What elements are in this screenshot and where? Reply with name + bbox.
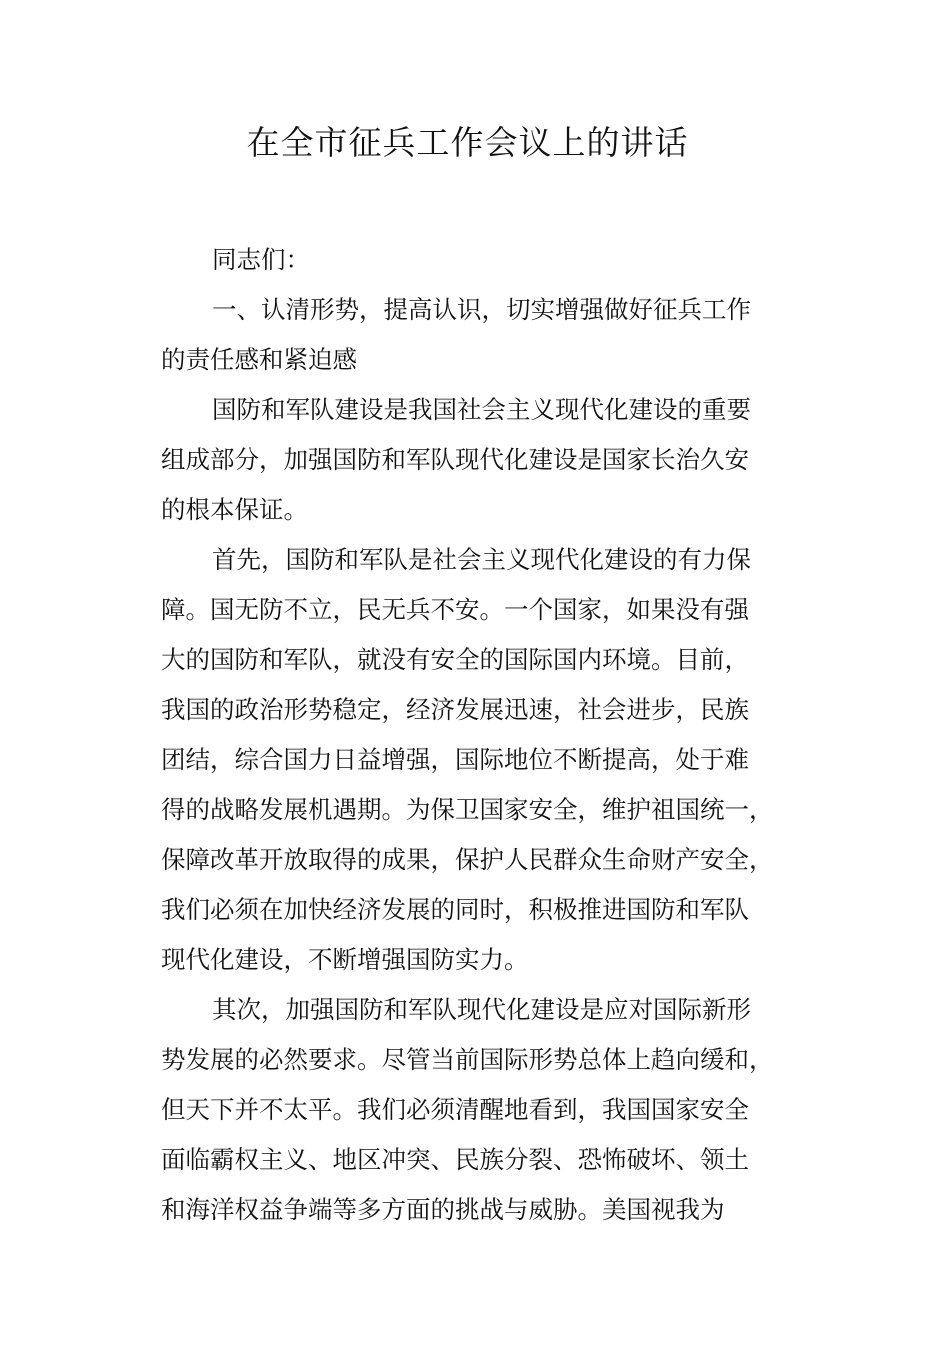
paragraph-line: 我们必须在加快经济发展的同时，积极推进国防和军队	[161, 895, 749, 924]
paragraph-line: 国防和军队建设是我国社会主义现代化建设的重要	[212, 395, 751, 424]
paragraph	[161, 385, 751, 535]
paragraph-line: 大的国防和军队，就没有安全的国际国内环境。目前，	[161, 645, 749, 674]
paragraph-line: 障。国无防不立，民无兵不安。一个国家，如果没有强	[161, 595, 749, 624]
paragraph	[161, 535, 774, 985]
paragraph	[161, 985, 774, 1235]
paragraph-line: 得的战略发展机遇期。为保卫国家安全，维护祖国统一，	[161, 795, 774, 824]
document-title: 在全市征兵工作会议上的讲话	[246, 123, 689, 162]
paragraph-line: 势发展的必然要求。尽管当前国际形势总体上趋向缓和，	[161, 1045, 774, 1074]
paragraph-line: 现代化建设，不断增强国防实力。	[161, 945, 529, 974]
paragraph-line: 首先，国防和军队是社会主义现代化建设的有力保	[212, 545, 751, 574]
paragraph-line: 和海洋权益争端等多方面的挑战与威胁。美国视我为	[161, 1195, 725, 1224]
paragraph-salutation	[161, 235, 717, 285]
paragraph-line: 保障改革开放取得的成果，保护人民群众生命财产安全，	[161, 845, 774, 874]
paragraph-line: 但天下并不太平。我们必须清醒地看到，我国国家安全	[161, 1095, 749, 1124]
section-heading	[161, 285, 751, 385]
paragraph-line: 组成部分，加强国防和军队现代化建设是国家长治久安	[161, 445, 749, 474]
paragraph-line: 团结，综合国力日益增强，国际地位不断提高，处于难	[161, 745, 749, 774]
document-body	[161, 235, 774, 1235]
paragraph-line: 的责任感和紧迫感	[161, 345, 357, 374]
paragraph-line: 面临霸权主义、地区冲突、民族分裂、恐怖破坏、领土	[161, 1145, 749, 1174]
paragraph-line: 同志们：	[212, 245, 310, 274]
paragraph-line: 我国的政治形势稳定，经济发展迅速，社会进步，民族	[161, 695, 749, 724]
paragraph-line: 一、认清形势，提高认识，切实增强做好征兵工作	[212, 295, 751, 324]
paragraph-line: 其次，加强国防和军队现代化建设是应对国际新形	[212, 995, 751, 1024]
paragraph-line: 的根本保证。	[161, 495, 308, 524]
